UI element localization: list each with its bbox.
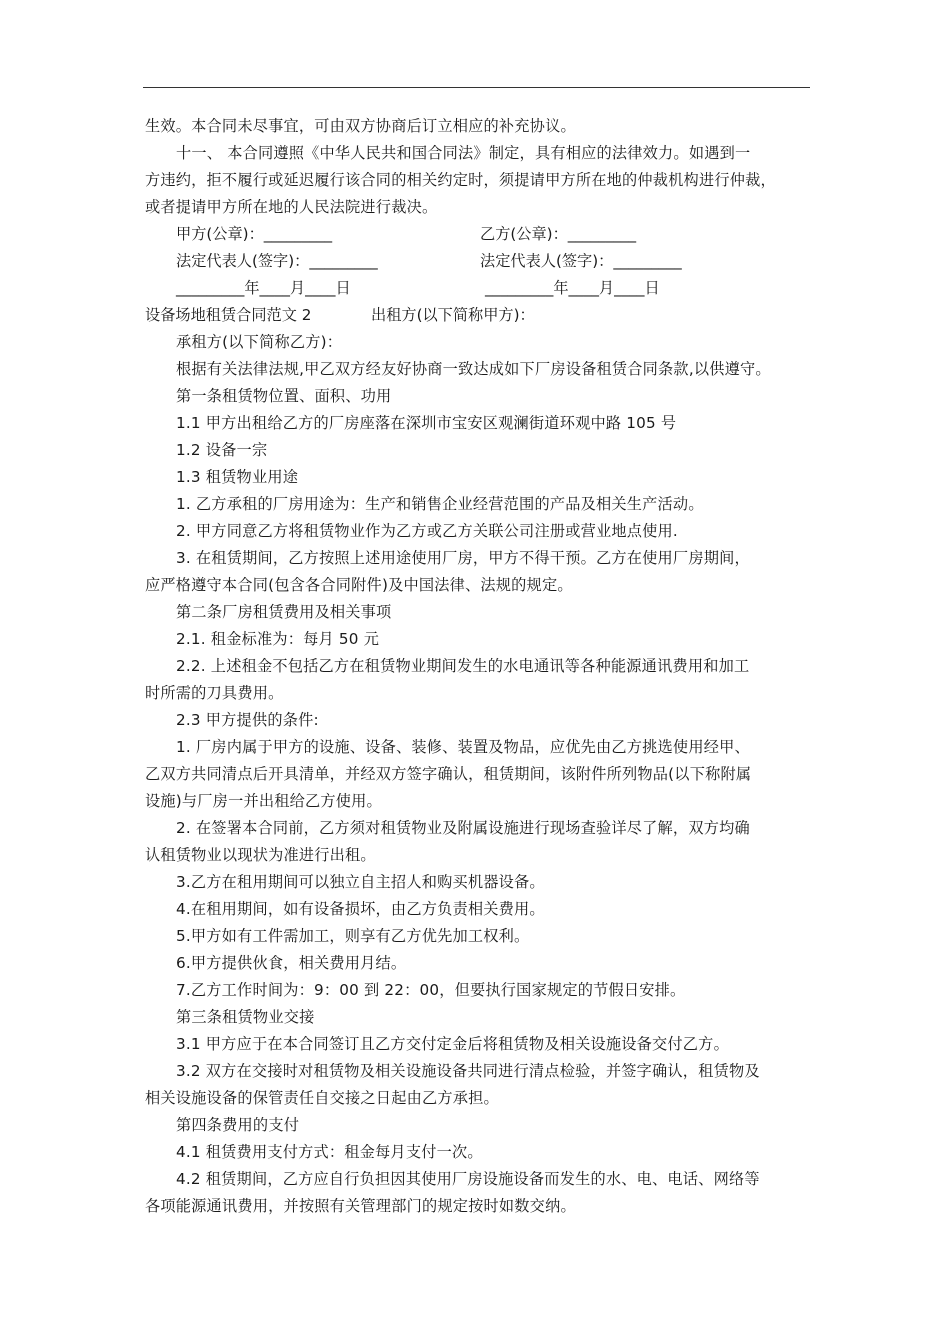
party-a-seal: 甲方(公章)：_________ — [176, 225, 333, 243]
party-b-date: _________年____月____日 — [485, 279, 660, 297]
text-line: 6.甲方提供伙食，相关费用月结。 — [176, 954, 407, 972]
text-line: 3.2 双方在交接时对租赁物及相关设施设备共同进行清点检验，并签字确认，租赁物及 — [176, 1062, 760, 1080]
text-line: 4.2 租赁期间，乙方应自行负担因其使用厂房设施设备而发生的水、电、电话、网络等 — [176, 1170, 760, 1188]
text-line: 根据有关法律法规,甲乙双方经友好协商一致达成如下厂房设备租赁合同条款,以供遵守。 — [176, 360, 771, 378]
date-row — [145, 275, 815, 302]
text-line: 3.乙方在租用期间可以独立自主招人和购买机器设备。 — [176, 873, 545, 891]
text-line: 2.1. 租金标准为：每月 50 元 — [176, 630, 380, 648]
text-line: 相关设施设备的保管责任自交接之日起由乙方承担。 — [145, 1089, 499, 1107]
text-line: 1.1 甲方出租给乙方的厂房座落在深圳市宝安区观澜街道环观中路 105 号 — [176, 414, 677, 432]
text-line: 生效。本合同未尽事宜，可由双方协商后订立相应的补充协议。 — [145, 117, 576, 135]
text-line: 认租赁物业以现状为准进行出租。 — [145, 846, 376, 864]
text-line: 应严格遵守本合同(包含各合同附件)及中国法律、法规的规定。 — [145, 576, 573, 594]
text-line: 承租方(以下简称乙方)： — [176, 333, 343, 351]
party-b-representative: 法定代表人(签字)：_________ — [480, 252, 682, 270]
header-rule — [143, 87, 810, 88]
contract-title: 设备场地租赁合同范文 2 — [145, 306, 312, 324]
party-a-representative: 法定代表人(签字)：_________ — [176, 252, 378, 270]
text-line: 1.3 租赁物业用途 — [176, 468, 299, 486]
text-line: 各项能源通讯费用，并按照有关管理部门的规定按时如数交纳。 — [145, 1197, 576, 1215]
text-line: 2.3 甲方提供的条件: — [176, 711, 319, 729]
text-line: 时所需的刀具费用。 — [145, 684, 284, 702]
text-line: 2. 甲方同意乙方将租赁物业作为乙方或乙方关联公司注册或营业地点使用. — [176, 522, 678, 540]
text-line: 3.1 甲方应于在本合同签订且乙方交付定金后将租赁物及相关设施设备交付乙方。 — [176, 1035, 729, 1053]
seal-row — [145, 221, 815, 248]
text-line: 第一条租赁物位置、面积、功用 — [176, 387, 392, 405]
text-line: 5.甲方如有工件需加工，则享有乙方优先加工权利。 — [176, 927, 530, 945]
text-line: 乙双方共同清点后开具清单，并经双方签字确认，租赁期间，该附件所列物品(以下称附属 — [145, 765, 752, 783]
text-line: 方违约，拒不履行或延迟履行该合同的相关约定时，须提请甲方所在地的仲裁机构进行仲裁， — [145, 171, 776, 189]
document-body — [145, 113, 815, 1220]
text-line: 4.在租用期间，如有设备损坏，由乙方负责相关费用。 — [176, 900, 545, 918]
text-line: 3. 在租赁期间，乙方按照上述用途使用厂房，甲方不得干预。乙方在使用厂房期间， — [176, 549, 750, 567]
contract-title-row — [145, 302, 815, 329]
representative-row — [145, 248, 815, 275]
party-a-date: _________年____月____日 — [176, 279, 351, 297]
text-line: 第四条费用的支付 — [176, 1116, 300, 1134]
text-line: 1. 乙方承租的厂房用途为：生产和销售企业经营范围的产品及相关生产活动。 — [176, 495, 704, 513]
text-line: 2. 在签署本合同前，乙方须对租赁物业及附属设施进行现场查验详尽了解，双方均确 — [176, 819, 750, 837]
text-line: 4.1 租赁费用支付方式：租金每月支付一次。 — [176, 1143, 483, 1161]
text-line: 第三条租赁物业交接 — [176, 1008, 315, 1026]
text-line: 十一、 本合同遵照《中华人民共和国合同法》制定，具有相应的法律效力。如遇到一 — [176, 144, 751, 162]
contract-clauses — [145, 329, 815, 1220]
text-line: 7.乙方工作时间为：9：00 到 22：00，但要执行国家规定的节假日安排。 — [176, 981, 686, 999]
text-line: 第二条厂房租赁费用及相关事项 — [176, 603, 392, 621]
closing-clauses — [145, 113, 815, 221]
lessor-label: 出租方(以下简称甲方)： — [371, 306, 535, 324]
text-line: 或者提请甲方所在地的人民法院进行裁决。 — [145, 198, 438, 216]
text-line: 1.2 设备一宗 — [176, 441, 268, 459]
party-b-seal: 乙方(公章)：_________ — [480, 225, 637, 243]
text-line: 2.2. 上述租金不包括乙方在租赁物业期间发生的水电通讯等各种能源通讯费用和加工 — [176, 657, 750, 675]
text-line: 1. 厂房内属于甲方的设施、设备、装修、装置及物品，应优先由乙方挑选使用经甲、 — [176, 738, 750, 756]
text-line: 设施)与厂房一并出租给乙方使用。 — [145, 792, 382, 810]
